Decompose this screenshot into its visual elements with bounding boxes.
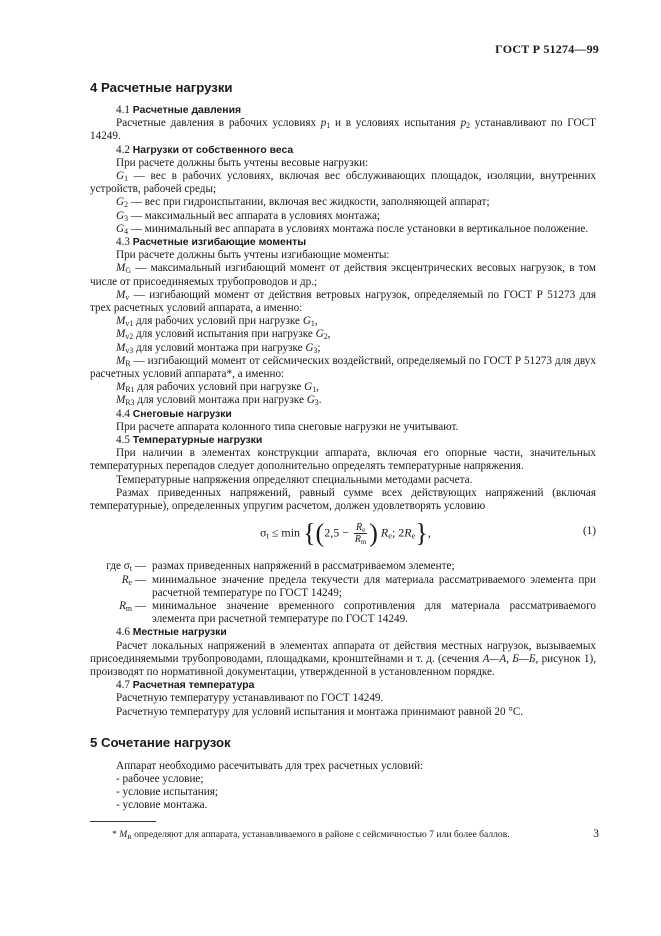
paragraph-5-intro: Аппарат необходимо расечитывать для трех расчетных условий: xyxy=(116,759,424,772)
subsection-4-2-heading: 4.2 Нагрузки от собственного веса xyxy=(116,143,294,156)
legend-value-rm: минимальное значение временного сопротивления для материала рассматриваемого элемента при расчетной температуре по ГОСТ 14249. xyxy=(152,599,596,626)
condition-item-working: - рабочее условие; xyxy=(116,772,204,785)
paragraph-4-5-b: Температурные напряжения определяют специальными методами расчета. xyxy=(116,473,473,486)
weight-item-g2: $G_2$ — вес при гидроиспытании, включая вес жидкости, заполняющей аппарат; xyxy=(116,196,490,210)
subsection-4-6-heading: 4.6 Местные нагрузки xyxy=(116,626,227,639)
footnote: * $M_R$ определяют для аппарата, устанавливаемого в районе с сейсмичностью 7 или более баллов. xyxy=(112,828,510,841)
subsection-4-7-heading: 4.7 Расчетная температура xyxy=(116,679,255,692)
paragraph-4-3-intro: При расчете должны быть учтены изгибающие моменты: xyxy=(116,249,390,262)
subsection-4-5-heading: 4.5 Температурные нагрузки xyxy=(116,434,263,447)
condition-item-mounting: - условие монтажа. xyxy=(116,799,208,812)
content-column xyxy=(90,74,596,841)
moment-mg: $M_G$ — максимальный изгибающий момент от действия эксцентрических весовых нагрузок, в том числе от присоединяемых трубопроводов и др.; xyxy=(90,262,596,288)
legend-key-rm: $R_m$ — xyxy=(119,599,146,613)
weight-item-g3: $G_3$ — максимальный вес аппарата в условиях монтажа; xyxy=(116,209,381,223)
legend-key-sigma: где $\sigma_t$ — xyxy=(106,560,146,574)
moment-mv1: $M_{v1}$ для рабочих условий при нагрузке $G_1$, xyxy=(116,315,318,329)
paragraph-4-4: При расчете аппарата колонного типа снеговые нагрузки не учитывают. xyxy=(116,420,459,433)
legend-value-re: минимальное значение предела текучести для материала рассматриваемого элемента при расчетной температуре по ГОСТ 14249; xyxy=(152,573,596,599)
section-5-title: 5 Сочетание нагрузок xyxy=(90,734,231,750)
weight-item-g1: $G_1$ — вес в рабочих условиях, включая вес обслуживающих площадок, изоляции, внутренних устройств, рабочей среды; xyxy=(90,170,596,196)
paragraph-4-2-intro: При расчете должны быть учтены весовые нагрузки: xyxy=(116,156,369,169)
weight-item-g4: $G_4$ — минимальный вес аппарата в условиях монтажа после установки в вертикальное положение. xyxy=(116,222,589,236)
subsection-4-1-heading: 4.1 Расчетные давления xyxy=(116,104,242,116)
section-4-title: 4 Расчетные нагрузки xyxy=(90,80,233,95)
paragraph-4-7-b: Расчетную температуру для условий испытания и монтажа принимают равной 20 °С. xyxy=(116,705,524,718)
formula-expression: $\sigma_t \le \min \{(2,5$ − $\frac{R_e}{R_m}$ ) $R_e$; $2R_e$}, xyxy=(260,518,431,548)
paragraph-4-5-c: Размах приведенных напряжений, равный сумме всех действующих напряжений (включая температурные), определенных упругим расчетом, должен удовлетворять условию xyxy=(90,486,596,513)
formula-1 xyxy=(90,517,596,557)
subsection-4-4-heading: 4.4 Снеговые нагрузки xyxy=(116,407,232,420)
moment-mv2: $M_{v2}$ для условий испытания при нагрузке $G_2$, xyxy=(116,328,331,342)
moment-mv3: $M_{v3}$ для условий монтажа при нагрузке $G_3$; xyxy=(116,341,321,355)
footnote-separator xyxy=(90,821,156,822)
paragraph-4-6: Расчет локальных напряжений в элементах аппарата от действия местных нагрузок, вызываемых присоединяемыми трубопроводами, площадками, кронштейнами и т. д. (сечения А—А, Б—Б, рисунок 1), производят по нормативной документации, утвержденной в установленном порядке. xyxy=(90,639,596,678)
legend-key-re: $R_e$ — xyxy=(121,573,146,587)
moment-mv: $M_v$ — изгибающий момент от действия ветровых нагрузок, определяемый по ГОСТ Р 51273 для трех расчетных условий аппарата, а именно: xyxy=(90,288,596,315)
formula-legend xyxy=(90,560,596,626)
document-header: ГОСТ Р 51274—99 xyxy=(495,42,599,56)
moment-mr: $M_R$ — изгибающий момент от сейсмических воздействий, определяемый по ГОСТ Р 51273 для двух расчетных условий аппарата*, а именно: xyxy=(90,354,596,381)
page-number: 3 xyxy=(593,828,599,840)
paragraph-4-1: Расчетные давления в рабочих условиях $p_1$ и в условиях испытания $p_2$ устанавливают по ГОСТ 14249. xyxy=(90,117,596,143)
moment-mr1: $M_{R1}$ для рабочих условий при нагрузке $G_1$, xyxy=(116,381,319,395)
legend-value-sigma: размах приведенных напряжений в рассматриваемом элементе; xyxy=(152,560,455,573)
paragraph-4-5-a: При наличии в элементах конструкции аппарата, включая его опорные части, значительных температурных перепадов следует дополнительно определять температурные напряжения. xyxy=(90,447,596,473)
condition-item-testing: - условие испытания; xyxy=(116,786,218,799)
paragraph-4-7-a: Расчетную температуру устанавливают по ГОСТ 14249. xyxy=(116,692,384,705)
subsection-4-3-heading: 4.3 Расчетные изгибающие моменты xyxy=(116,236,307,249)
formula-number: (1) xyxy=(582,525,596,538)
moment-mr3: $M_{R3}$ для условий монтажа при нагрузке $G_3$. xyxy=(116,394,322,408)
